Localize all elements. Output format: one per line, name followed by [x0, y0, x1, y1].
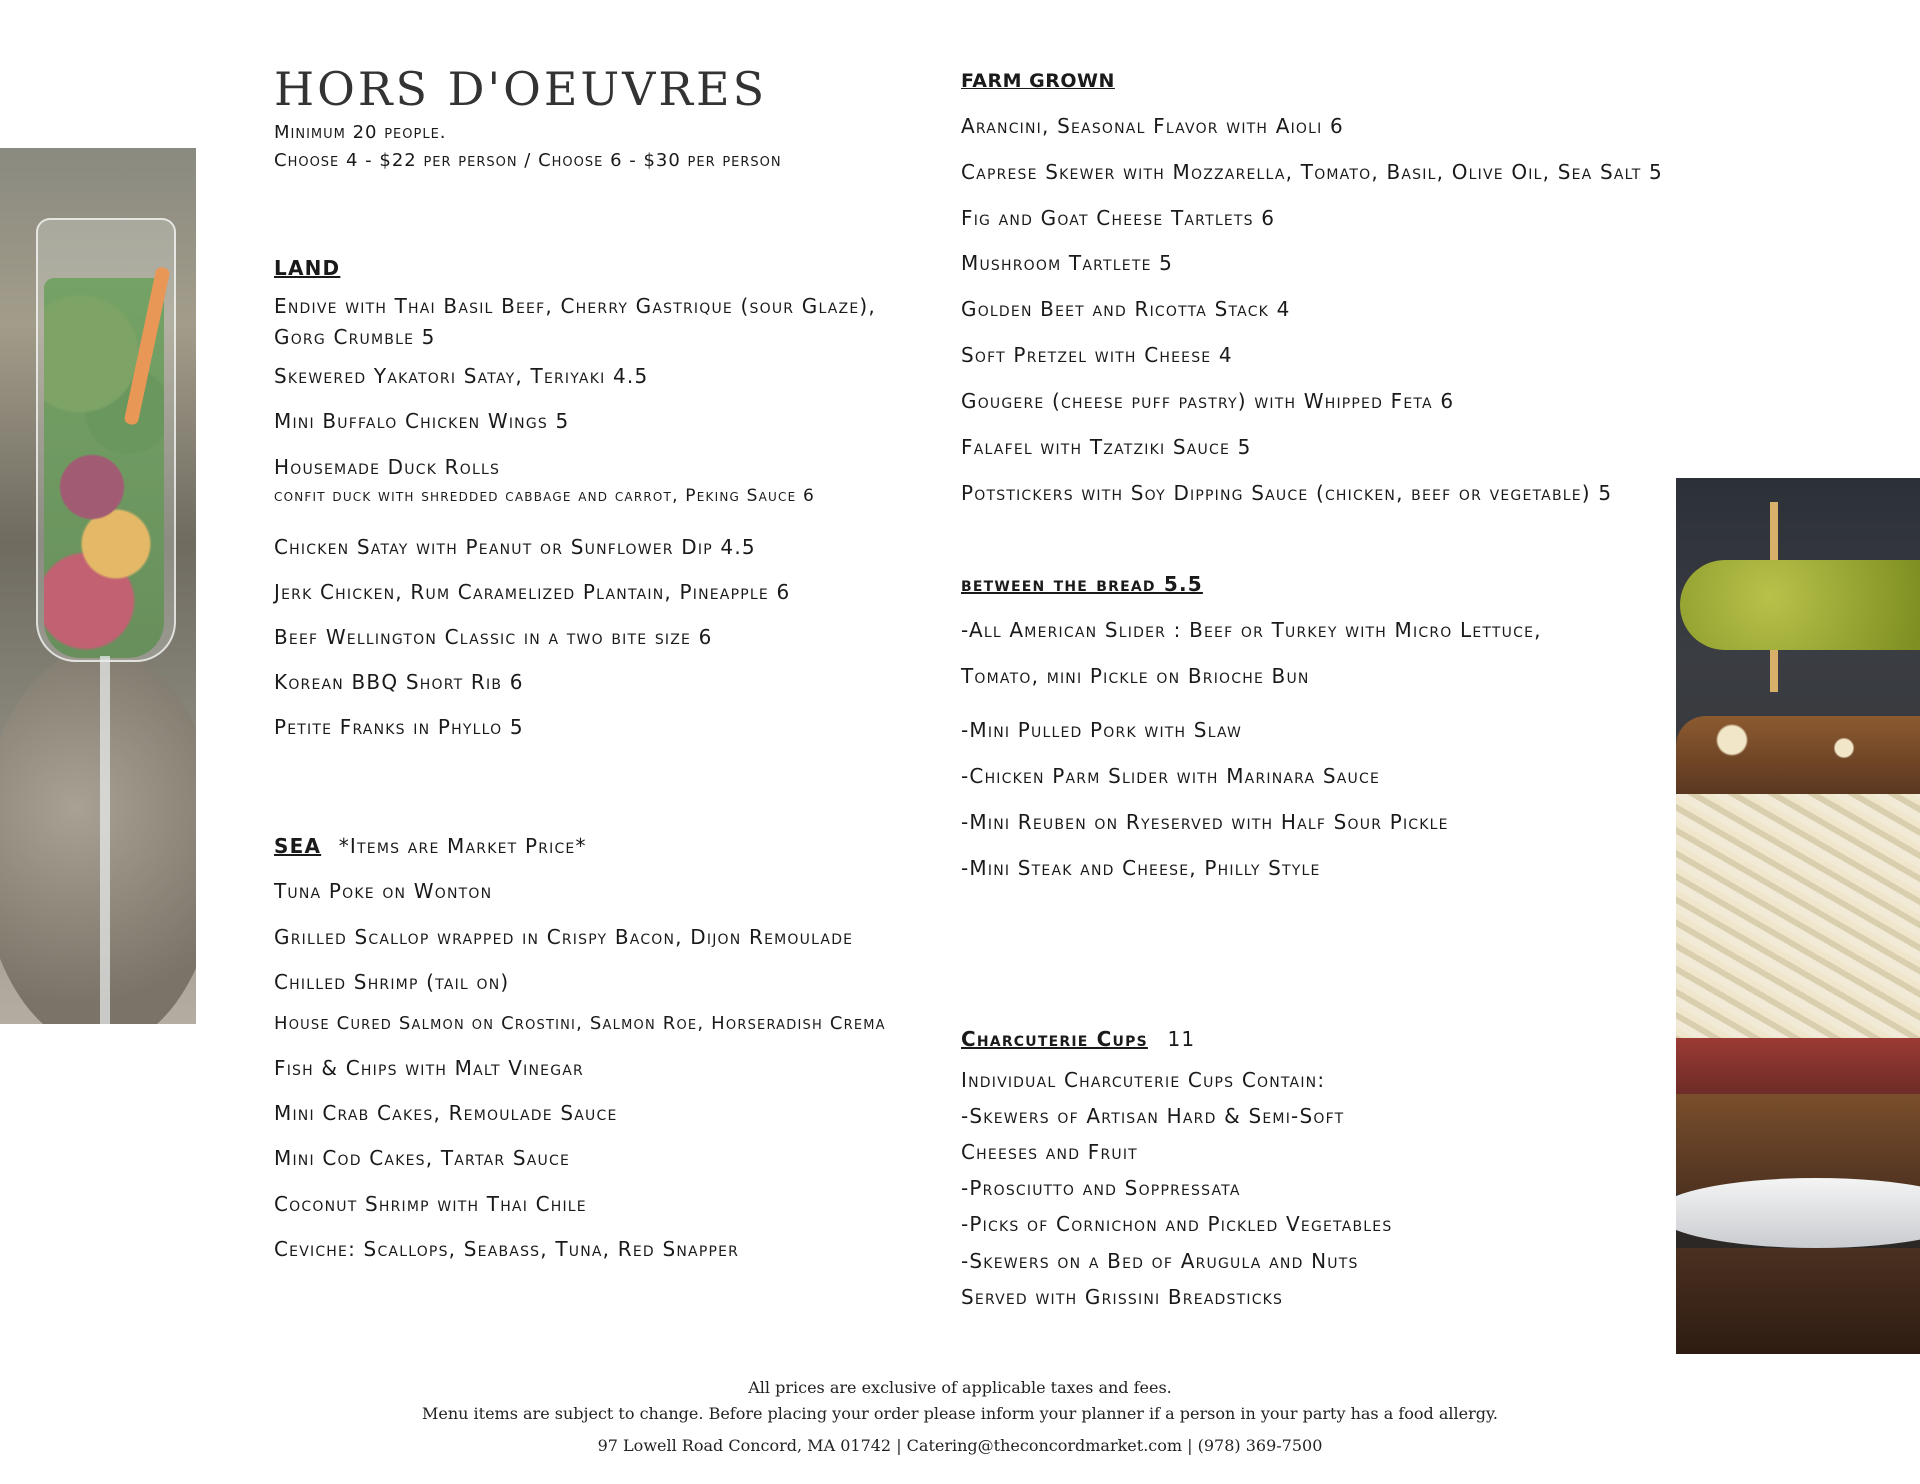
land-item: Korean BBQ Short Rib 6	[274, 670, 524, 694]
footer-contact: 97 Lowell Road Concord, MA 01742 | Catering@theconcordmarket.com | (978) 369-7500	[597, 1436, 1323, 1455]
bread-item: -Mini Steak and Cheese, Philly Style	[961, 856, 1321, 880]
sea-heading-row	[274, 834, 587, 858]
sea-item: Grilled Scallop wrapped in Crispy Bacon, Dijon Remoulade	[274, 925, 854, 949]
bread-item: -All American Slider : Beef or Turkey with Micro Lettuce,	[961, 618, 1542, 642]
footer-allergy-note: Menu items are subject to change. Before placing your order please inform your planner if a person in your party has a food allergy.	[421, 1404, 1498, 1423]
farm-item: Arancini, Seasonal Flavor with Aioli 6	[961, 114, 1344, 138]
land-item-detail: confit duck with shredded cabbage and carrot, Peking Sauce 6	[274, 486, 815, 506]
farm-item: Soft Pretzel with Cheese 4	[961, 343, 1233, 367]
sea-item: Mini Crab Cakes, Remoulade Sauce	[274, 1101, 618, 1125]
land-item: Endive with Thai Basil Beef, Cherry Gastrique (sour Glaze),	[274, 294, 876, 318]
sea-item: Ceviche: Scallops, Seabass, Tuna, Red Snapper	[274, 1237, 740, 1261]
charcuterie-item: Cheeses and Fruit	[961, 1140, 1138, 1164]
sea-heading: SEA	[274, 834, 322, 858]
farm-item: Mushroom Tartlete 5	[961, 251, 1174, 275]
sea-item: Chilled Shrimp (tail on)	[274, 970, 510, 994]
sea-item: Coconut Shrimp with Thai Chile	[274, 1192, 587, 1216]
page-title: HORS D'OEUVRES	[274, 62, 768, 116]
land-item: Beef Wellington Classic in a two bite size 6	[274, 625, 713, 649]
sea-item: Fish & Chips with Malt Vinegar	[274, 1056, 584, 1080]
sea-note: *Items are Market Price*	[338, 834, 587, 858]
land-item: Mini Buffalo Chicken Wings 5	[274, 409, 570, 433]
land-heading: LAND	[274, 256, 341, 280]
land-item: Chicken Satay with Peanut or Sunflower Dip 4.5	[274, 535, 756, 559]
minimum-note: Minimum 20 people.	[274, 122, 447, 143]
bread-heading: between the bread 5.5	[961, 572, 1203, 596]
farm-heading: FARM GROWN	[961, 70, 1115, 92]
land-item: Gorg Crumble 5	[274, 325, 436, 349]
bread-item: Tomato, mini Pickle on Brioche Bun	[961, 664, 1310, 688]
bread-item: -Mini Pulled Pork with Slaw	[961, 718, 1243, 742]
land-item: Skewered Yakatori Satay, Teriyaki 4.5	[274, 364, 649, 388]
pricing-note: Choose 4 - $22 per person / Choose 6 - $30 per person	[274, 150, 782, 171]
land-item: Jerk Chicken, Rum Caramelized Plantain, Pineapple 6	[274, 580, 791, 604]
farm-item: Caprese Skewer with Mozzarella, Tomato, Basil, Olive Oil, Sea Salt 5	[961, 160, 1663, 184]
farm-item: Falafel with Tzatziki Sauce 5	[961, 435, 1252, 459]
farm-item: Gougere (cheese puff pastry) with Whipped Feta 6	[961, 389, 1455, 413]
salad-glass-photo	[0, 148, 196, 1024]
land-item: Housemade Duck Rolls	[274, 455, 501, 479]
charcuterie-item: Individual Charcuterie Cups Contain:	[961, 1068, 1326, 1092]
bread-item: -Chicken Parm Slider with Marinara Sauce	[961, 764, 1380, 788]
sea-item: Mini Cod Cakes, Tartar Sauce	[274, 1146, 571, 1170]
farm-item: Fig and Goat Cheese Tartlets 6	[961, 206, 1276, 230]
land-item: Petite Franks in Phyllo 5	[274, 715, 524, 739]
sea-item: Tuna Poke on Wonton	[274, 879, 493, 903]
farm-item: Potstickers with Soy Dipping Sauce (chicken, beef or vegetable) 5	[961, 481, 1613, 505]
bread-item: -Mini Reuben on Ryeserved with Half Sour Pickle	[961, 810, 1449, 834]
charcuterie-heading-row	[961, 1027, 1195, 1051]
footer-taxes-note: All prices are exclusive of applicable taxes and fees.	[748, 1378, 1172, 1397]
sea-item: House Cured Salmon on Crostini, Salmon Roe, Horseradish Crema	[274, 1013, 886, 1034]
charcuterie-item: -Prosciutto and Soppressata	[961, 1176, 1241, 1200]
charcuterie-item: -Skewers of Artisan Hard & Semi-Soft	[961, 1104, 1345, 1128]
reuben-sandwich-photo	[1676, 478, 1920, 1354]
charcuterie-item: Served with Grissini Breadsticks	[961, 1285, 1284, 1309]
farm-item: Golden Beet and Ricotta Stack 4	[961, 297, 1291, 321]
charcuterie-item: -Picks of Cornichon and Pickled Vegetables	[961, 1212, 1393, 1236]
charcuterie-heading: Charcuterie Cups	[961, 1027, 1148, 1051]
charcuterie-item: -Skewers on a Bed of Arugula and Nuts	[961, 1249, 1359, 1273]
charcuterie-price: 11	[1167, 1027, 1196, 1051]
